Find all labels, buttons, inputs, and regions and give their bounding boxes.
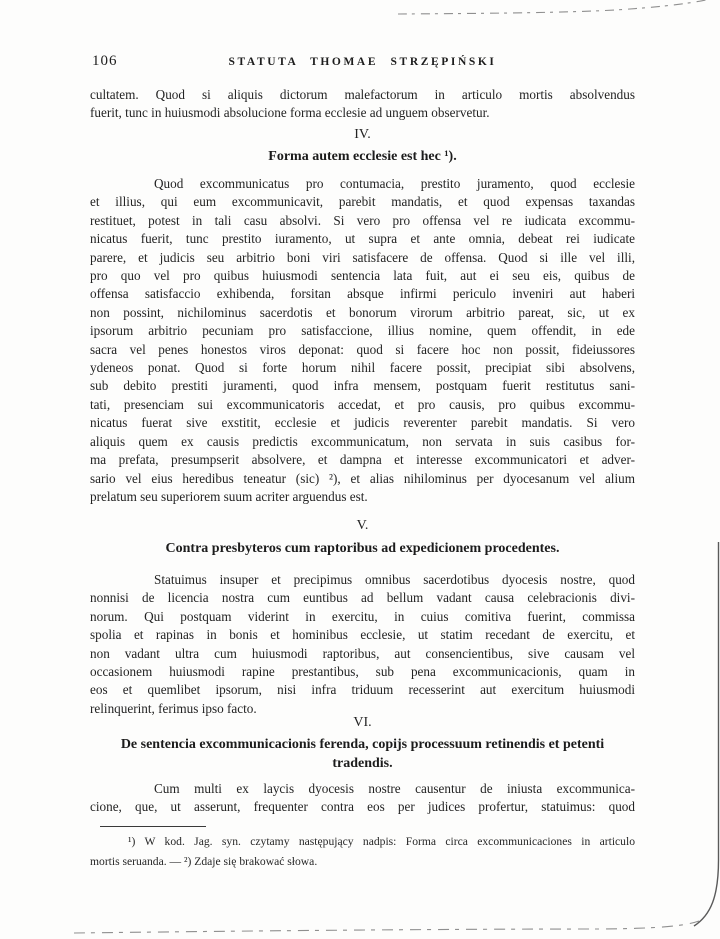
footnote-block [90,832,635,872]
body-line: non vadant ultra cum huiusmodi raptoribus, aut consencientibus, sive causam vel [90,645,635,661]
body-line: cultatem. Quod si aliquis dictorum malefactorum in articulo mortis absolvendus [90,87,635,102]
body-line: parere, et judicis seu arbitrio boni viri satisfacere de offensa. Quod si ille vel illi, [90,249,635,265]
body-line: aliquis quem ex causis predictis excommunicatum, non servata in suis casibus for- [90,433,635,449]
body-line: nicatus fuerat sive exstitit, ecclesie et judicis reverenter parebit mandatis. Si vero [90,415,635,431]
section-v-paragraph [90,571,635,718]
section-title-iv: Forma autem ecclesie est hec ¹). [268,149,457,164]
body-line: restituet, potest in tali casu absolvi. Si vero pro offensa vel re iudicata excommu- [90,212,635,228]
body-line: occasionem huiusmodi rapine prestantibus, sub pena excommunicacionis, quam in [90,664,635,680]
scan-artifact-top [398,0,720,14]
body-line: nonnisi de licencia nostra cum euntibus ad bellum vadant causa celebracionis divi- [90,590,635,606]
section-title-vi [90,735,635,773]
section-iv-paragraph [90,175,635,506]
body-line: sario vel eius heredibus teneatur (sic) ²), et alias nihilominus per dyocesanum vel alium [90,470,635,486]
scan-artifact-bottom [74,921,699,933]
body-line: tati, presenciam sui excommunicatoris accedat, et pro causis, pro quibus excommu- [90,396,635,412]
intro-paragraph [90,86,635,123]
page-number: 106 [92,53,118,69]
body-line: sacra vel penes honestos viros deponat: quod si facere hoc non possit, fideiussores [90,341,635,357]
body-line: Quod excommunicatus pro contumacia, prestito juramento, quod ecclesie [154,176,635,191]
body-line: Statuimus insuper et precipimus omnibus sacerdotibus dyocesis nostre, quod [154,572,635,587]
footnote-line: ¹) W kod. Jag. syn. czytamy następujący nadpis: Forma circa excommunicaciones in articulo [128,835,635,848]
body-line: ydeneos ponat. Quod si forte horum nihil facere possit, precipiat sibi absolvens, [90,360,635,376]
body-line: prelatum seu superiorem suum acriter arguendus est. [90,488,368,504]
body-line: offensa satisfaccio exhibenda, forsitan absque infirmi periculo inveniri aut haberi [90,286,635,302]
running-title: STATUTA THOMAE STRZĘPIŃSKI [228,56,497,68]
body-line: relinquerint, ferimus ipso facto. [90,700,257,716]
body-line: ma prefata, presumpserit absolvere, et dampna et interesse excommunicatori et adver- [90,452,635,468]
body-line: norum. Qui postquam viderint in exercitu, in cuius comitiva fuerint, commissa [90,608,635,624]
section-number-v: V. [356,518,369,533]
section-title-line: De sentencia excommunicacionis ferenda, copijs processuum retinendis et petenti [120,737,605,752]
section-number-iv: IV. [354,127,371,142]
section-title-line: tradendis. [332,756,393,771]
body-line: fuerit, tunc in huiusmodi absolucione forma ecclesie ad unguem observetur. [90,105,490,121]
body-line: pro quo vel pro quibus huiusmodi sentencia lata fuit, aut ei seu eis, quibus de [90,268,635,284]
body-line: cione, que, ut asserunt, frequenter contra eos per judices profertur, statuimus: quod [90,799,635,815]
section-vi-paragraph [90,780,635,817]
body-line: sub debito prestiti juramenti, quod infra mensem, postquam fuerit restitutus sani- [90,378,635,394]
scan-artifact-right-edge [694,542,719,926]
body-line: spolia et rapinas in bonis et hominibus ecclesie, ut statim recedant de exercitu, et [90,627,635,643]
footnote-line: mortis seruanda. — ²) Zdaje się brakować słowa. [90,855,318,868]
body-line: eos et quemlibet ipsorum, nisi infra triduum recesserint aut exercitum huiusmodi [90,682,635,698]
section-title-v: Contra presbyteros cum raptoribus ad expedicionem procedentes. [165,541,560,556]
section-number-vi: VI. [353,715,372,730]
body-line: non possint, nichilominus sacerdotis et bonorum virorum arbitrio pareat, sic, ut ex [90,304,635,320]
body-line: nicatus fuerit, tunc prestito iuramento, ut supra et ante omnia, debeat rei iudicate [90,231,635,247]
body-line: Cum multi ex laycis dyocesis nostre causentur de iniusta excommunica- [154,781,635,796]
footnote-separator [100,826,206,827]
body-line: et illius, qui eum excommunicavit, parebit mandatis, et quod expensas taxandas [90,194,635,210]
body-line: ipsorum arbitrio pecuniam pro satisfaccione, illius nomine, quem offendit, in ede [90,323,635,339]
